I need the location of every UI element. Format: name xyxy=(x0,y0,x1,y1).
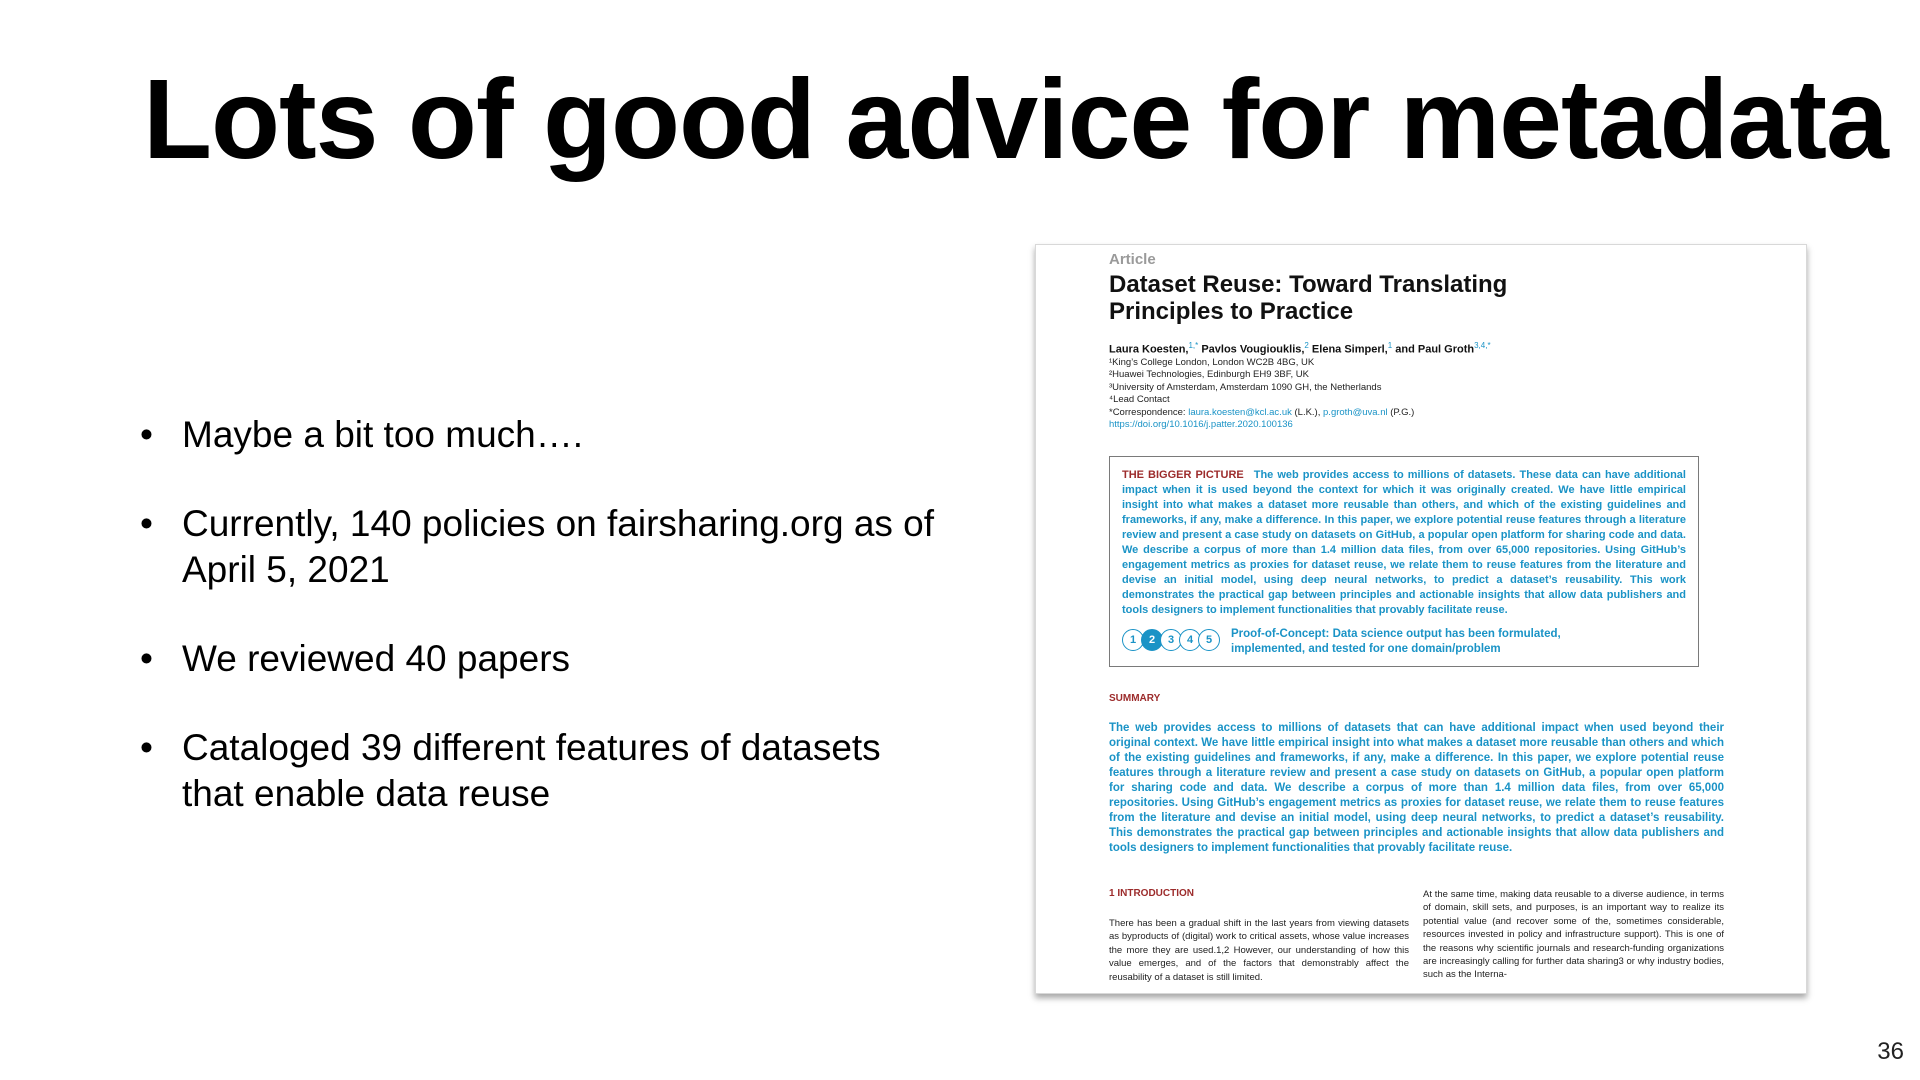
bigger-picture-body: The web provides access to millions of datasets. These data can have additional impact when it is used beyond the context for which it was originally created. We have little empirical insight into what makes a dataset more reusable than others, and which of the existing guidelines and frameworks, if any, make a difference. In this paper, we explore potential reuse features through a literature review and present a case study on datasets on GitHub, a popular open platform for sharing code and data. We describe a corpus of more than 1.4 million data files, from over 65,000 repositories. Using GitHub’s engagement metrics as proxies for dataset reuse, we relate them to reuse features from the literature and devise an initial model, using deep neural networks, to predict a dataset’s reusability. This work demonstrates the practical gap between principles and actionable insights that allow data publishers and tools designers to implement functionalities that provably facilitate reuse. xyxy=(1122,469,1686,616)
author-name: and Paul Groth xyxy=(1392,343,1475,356)
intro-left-text: There has been a gradual shift in the last years from viewing datasets as byproducts of (digital) work to critical assets, whose value increases the more they are used.1,2 However, our understanding of how this value emerges, and of the factors that demonstrably affect the reusability of a dataset is still limited. xyxy=(1109,918,1409,983)
page-number: 36 xyxy=(1877,1038,1904,1065)
maturity-scale xyxy=(1122,629,1217,651)
summary-heading: SUMMARY xyxy=(1109,693,1161,704)
correspondence-label: *Correspondence: xyxy=(1109,406,1189,418)
poc-body: Data science output has been formulated, implemented, and tested for one domain/problem xyxy=(1231,628,1561,655)
maturity-level-icon: 3 xyxy=(1160,629,1182,651)
affiliation: ²Huawei Technologies, Edinburgh EH9 3BF, UK xyxy=(1109,369,1309,381)
paper-authors xyxy=(1109,339,1724,357)
poc-text xyxy=(1231,627,1611,657)
paper-content xyxy=(1109,251,1724,983)
author-name: Pavlos Vougiouklis, xyxy=(1198,343,1305,356)
bullet-dot: • xyxy=(140,414,153,455)
author-sup: 2 xyxy=(1304,341,1309,350)
bullet-dot: • xyxy=(140,503,153,544)
affiliation: ¹King’s College London, London WC2B 4BG, UK xyxy=(1109,356,1315,368)
doi-link[interactable]: https://doi.org/10.1016/j.patter.2020.100136 xyxy=(1109,419,1293,431)
maturity-level-icon: 2 xyxy=(1141,629,1163,651)
summary-text: The web provides access to millions of datasets that can have additional impact when used beyond their original context. We have little empirical insight into what makes a dataset more reusable than others and which of the existing guidelines and frameworks, if any, make a difference. In this paper, we explore potential reuse features through a literature review and present a case study on datasets on GitHub, a popular open platform for sharing code and data. We describe a corpus of more than 1.4 million data files, from over 65,000 repositories. Using GitHub’s engagement metrics as proxies for dataset reuse, we relate them to reuse features from the literature and devise an initial model, using deep neural networks, to predict a dataset’s reusability. This demonstrates the practical gap between principles and actionable insights that allow data publishers and tools designers to implement functionalities that provably facilitate reuse. xyxy=(1109,722,1724,854)
bullet-text: Cataloged 39 different features of datasets that enable data reuse xyxy=(182,727,881,814)
bigger-picture-text xyxy=(1122,468,1686,618)
intro-right-column xyxy=(1423,888,1724,982)
author-name: Laura Koesten, xyxy=(1109,343,1189,356)
slide-title: Lots of good advice for metadata xyxy=(143,56,1888,182)
bullet-text: Maybe a bit too much…. xyxy=(182,414,584,455)
author-sup: 1,* xyxy=(1188,341,1199,350)
bullet-list xyxy=(140,412,940,860)
affiliation: ³University of Amsterdam, Amsterdam 1090 GH, the Netherlands xyxy=(1109,381,1382,393)
email-link[interactable]: p.groth@uva.nl xyxy=(1323,406,1388,418)
bullet-item xyxy=(140,636,940,682)
proof-of-concept xyxy=(1122,627,1611,657)
author-sup: 1 xyxy=(1387,341,1393,350)
bullet-text: We reviewed 40 papers xyxy=(182,638,571,679)
email-tag: (L.K.), xyxy=(1291,406,1324,418)
affiliation: ⁴Lead Contact xyxy=(1109,394,1170,406)
email-tag: (P.G.) xyxy=(1387,406,1415,418)
bullet-dot: • xyxy=(140,638,153,679)
bullet-item xyxy=(140,725,940,817)
paper-screenshot xyxy=(1035,244,1807,994)
poc-label: Proof-of-Concept: xyxy=(1231,628,1330,640)
bullet-item xyxy=(140,412,940,458)
bullet-dot: • xyxy=(140,727,153,768)
maturity-level-icon: 5 xyxy=(1198,629,1220,651)
bullet-text: Currently, 140 policies on fairsharing.org as of April 5, 2021 xyxy=(182,503,935,590)
intro-left-column xyxy=(1109,917,1409,984)
paper-kicker: Article xyxy=(1109,251,1156,268)
maturity-level-icon: 4 xyxy=(1179,629,1201,651)
intro-right-text: At the same time, making data reusable to a diverse audience, in terms of domain, skill sets, and purposes, is an important way to realize its potential value (and recover some of the, sometimes considerable, resources invested in policy and infrastructure support). This is one of the reasons why scientific journals and research-funding organizations are increasingly calling for further data sharing3 or why industry bodies, such as the Interna- xyxy=(1423,889,1724,981)
bigger-picture-box xyxy=(1109,456,1699,667)
author-name: Elena Simperl, xyxy=(1308,343,1388,356)
paper-title: Dataset Reuse: Toward Translating Principles to Practice xyxy=(1109,271,1508,325)
email-link[interactable]: laura.koesten@kcl.ac.uk xyxy=(1188,406,1292,418)
maturity-level-icon: 1 xyxy=(1122,629,1144,651)
correspondence xyxy=(1109,407,1724,420)
bigger-picture-label: THE BIGGER PICTURE xyxy=(1122,469,1244,481)
introduction-heading: 1 INTRODUCTION xyxy=(1109,888,1194,899)
bullet-item xyxy=(140,501,940,593)
author-sup: 3,4,* xyxy=(1474,341,1491,350)
